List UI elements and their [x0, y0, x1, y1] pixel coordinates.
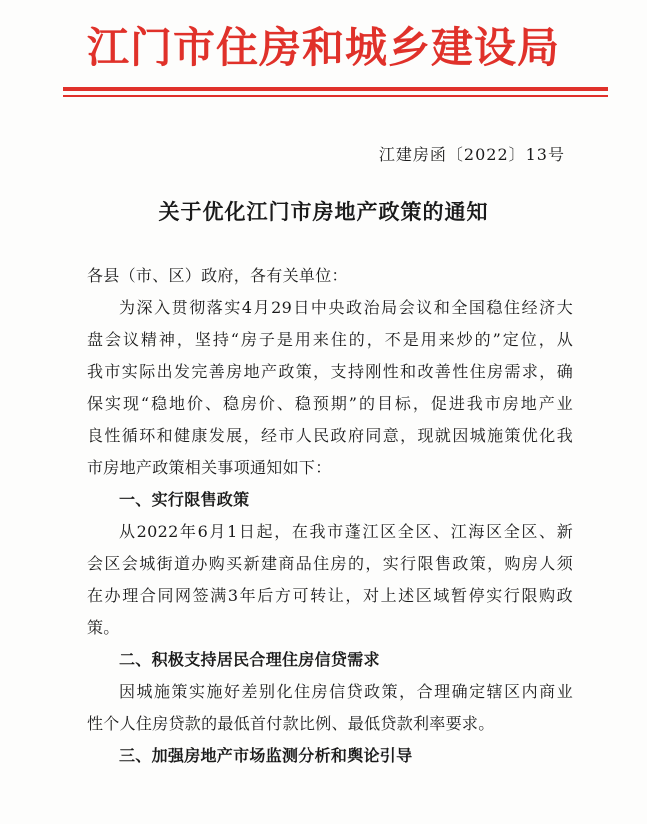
paragraph-line: 良性循环和健康发展，经市人民政府同意，现就因城施策优化我	[87, 426, 573, 445]
paragraph-line: 为深入贯彻落实4月29日中央政治局会议和全国稳住经济大	[119, 298, 573, 317]
paragraph-line: 性个人住房贷款的最低首付款比例、最低贷款利率要求。	[87, 714, 495, 733]
paragraph-line: 会区会城街道办购买新建商品住房的，实行限售政策，购房人须	[87, 554, 573, 573]
paragraph-line: 从2022年6月1日起，在我市蓬江区全区、江海区全区、新	[119, 522, 573, 541]
paragraph-line: 在办理合同网签满3年后方可转让，对上述区域暂停实行限购政	[87, 586, 573, 605]
paragraph-line: 保实现“稳地价、稳房价、稳预期”的目标，促进我市房地产业	[87, 394, 573, 413]
letterhead-thin-rule	[63, 95, 608, 97]
paragraph-line: 市房地产政策相关事项通知如下：	[87, 458, 332, 477]
section-heading-2: 二、积极支持居民合理住房信贷需求	[119, 650, 380, 669]
paragraph-line: 我市实际出发完善房地产政策，支持刚性和改善性住房需求，确	[87, 362, 573, 381]
salutation: 各县（市、区）政府，各有关单位：	[87, 266, 348, 285]
paragraph-line: 因城施策实施好差别化住房信贷政策，合理确定辖区内商业	[119, 682, 573, 701]
agency-letterhead: 江门市住房和城乡建设局	[86, 23, 560, 72]
paragraph-line: 策。	[87, 618, 120, 637]
paragraph-line: 盘会议精神，坚持“房子是用来住的，不是用来炒的”定位，从	[87, 330, 573, 349]
section-heading-3: 三、加强房地产市场监测分析和舆论引导	[119, 746, 413, 765]
document-number: 江建房函〔2022〕13号	[378, 145, 565, 164]
section-heading-1: 一、实行限售政策	[119, 490, 250, 509]
document-body	[87, 260, 573, 772]
document-title: 关于优化江门市房地产政策的通知	[158, 199, 489, 224]
letterhead-thick-rule	[63, 87, 608, 91]
